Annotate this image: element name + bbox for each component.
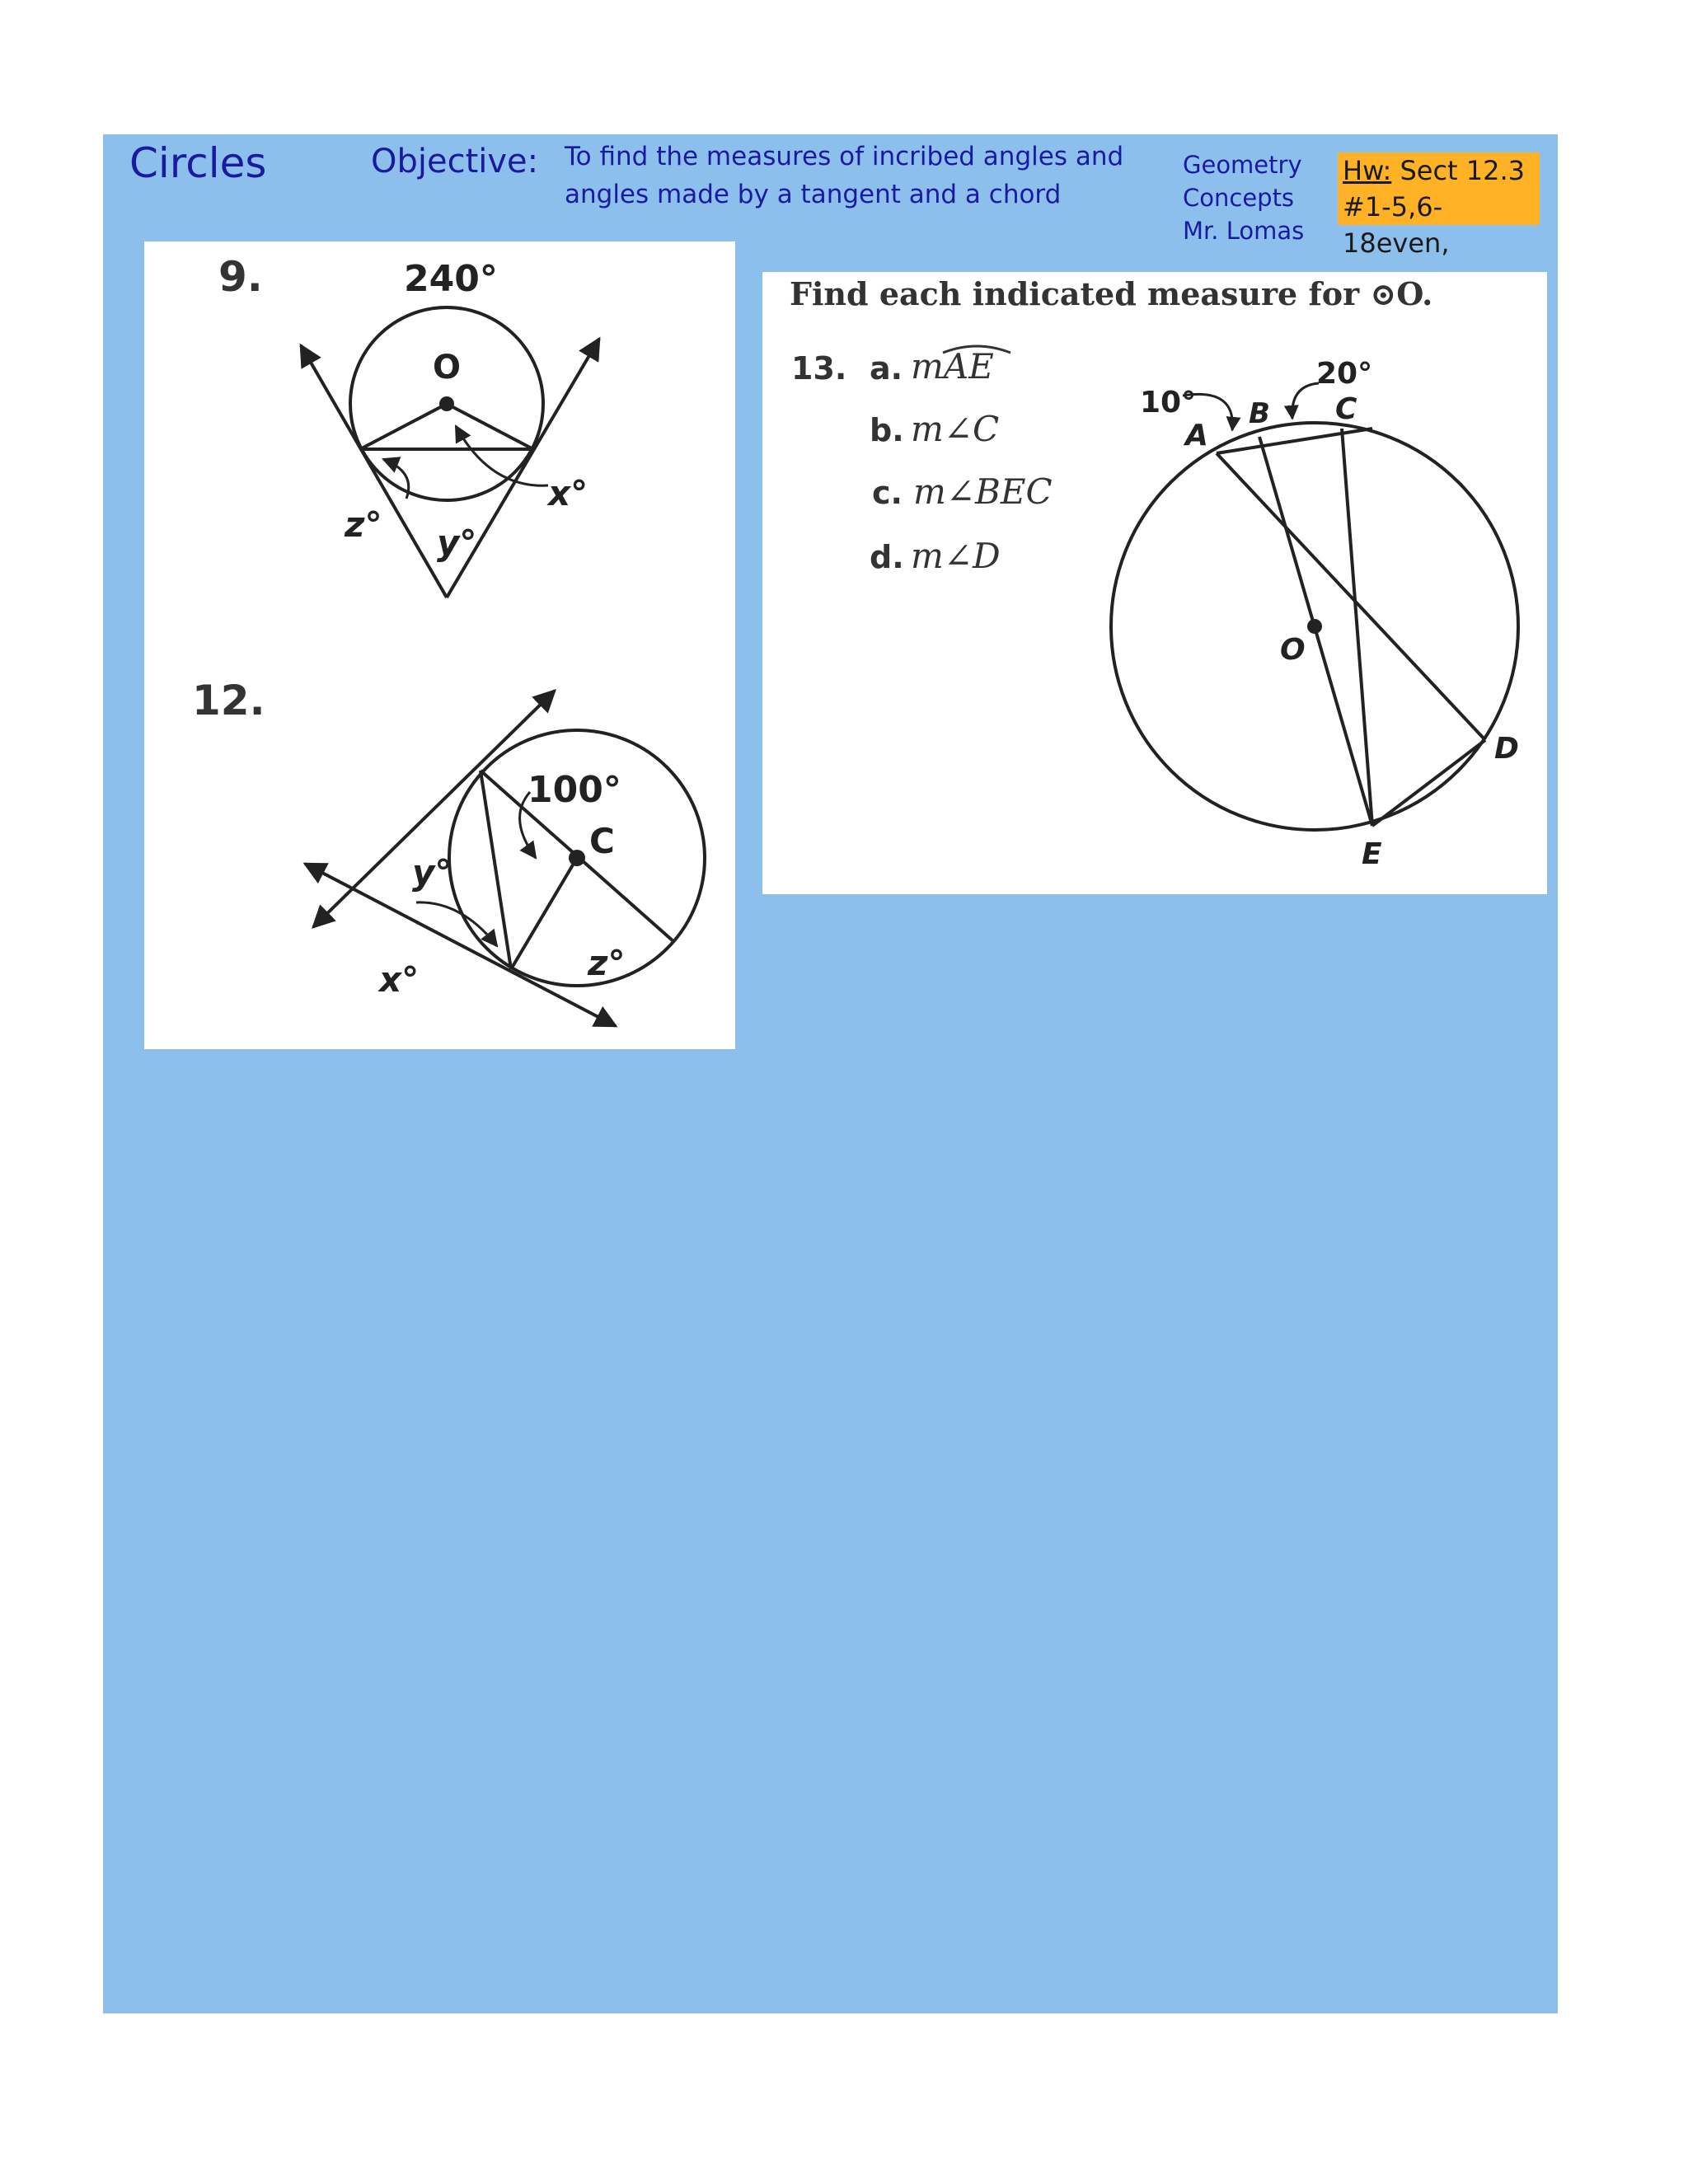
p13-chord-ad [1217,453,1485,740]
p12-chord [481,771,511,969]
p9-radius-left [360,404,447,449]
item-a-expr-text: mAE [911,346,994,387]
p9-z-label: z° [345,504,382,545]
p13-center-dot [1307,619,1322,634]
p12-radius-lower [511,858,577,969]
p13-point-c: C [1335,392,1357,426]
p9-center-label: O [433,349,462,387]
item-c-expr: m∠BEC [913,471,1053,512]
problem-9-number: 9. [218,253,263,301]
problem-13-figure [762,272,1547,894]
p9-x-label: x° [548,473,588,513]
p13-arc20-arrow [1292,383,1319,419]
p12-tangent-lower [305,864,616,1026]
homework-box [1338,152,1540,259]
p13-center-label: O [1280,633,1306,667]
homework-section: Sect 12.3 [1391,155,1525,186]
course-line-teacher: Mr. Lomas [1183,217,1305,245]
p9-center-dot [439,396,454,411]
course-info [1183,148,1304,247]
page-title: Circles [129,139,267,187]
objective-label: Objective: [371,143,539,180]
p12-center-dot [569,850,585,866]
course-line-type: Concepts [1183,184,1295,212]
homework-label: Hw: [1343,155,1392,186]
p13-chord-ed [1372,740,1485,826]
item-b-label: b. [870,412,904,448]
problems-9-12-panel [144,241,735,1049]
p12-center-label: C [589,821,615,861]
item-b-expr: m∠C [911,409,1000,449]
p13-point-a: A [1185,419,1208,452]
problem-13-number: 13. [791,350,847,387]
item-c-label: c. [872,475,903,511]
p12-arc-label: 100° [528,769,621,811]
course-line-subject: Geometry [1183,151,1302,179]
worksheet-page [103,134,1558,2013]
p13-point-b: B [1249,397,1270,430]
p9-radius-right [447,404,533,449]
p13-point-d: D [1494,732,1519,766]
p13-arc20-label: 20° [1316,357,1373,391]
p13-point-e: E [1362,837,1382,871]
objective-text: To find the measures of incribed angles and angles made by a tangent and a chord [565,142,1124,209]
problem-13-prompt: Find each indicated measure for ⊙O. [790,275,1433,312]
item-a-label: a. [870,350,903,387]
p9-arc-label: 240° [404,258,498,300]
p9-x-arrow [456,426,548,485]
item-d-expr: m∠D [911,536,1001,576]
p13-chord-ce [1342,429,1372,826]
p9-y-label: y° [437,523,477,563]
problem-9-12-figures [144,241,735,1049]
problem-13-panel [762,272,1547,894]
p13-chord-ac [1217,429,1372,453]
item-d-label: d. [870,539,904,575]
homework-problems: #1-5,6-18even, [1343,191,1450,259]
p13-arc10-label: 10° [1140,386,1197,419]
p12-x-arrow [416,902,497,946]
p9-tangent-left [301,345,447,598]
p12-x-label: x° [379,959,420,1000]
p12-z-label: z° [588,943,626,983]
problem-12-figure [305,691,705,1026]
problem-12-number: 12. [192,677,265,724]
p12-y-label: y° [412,852,452,893]
